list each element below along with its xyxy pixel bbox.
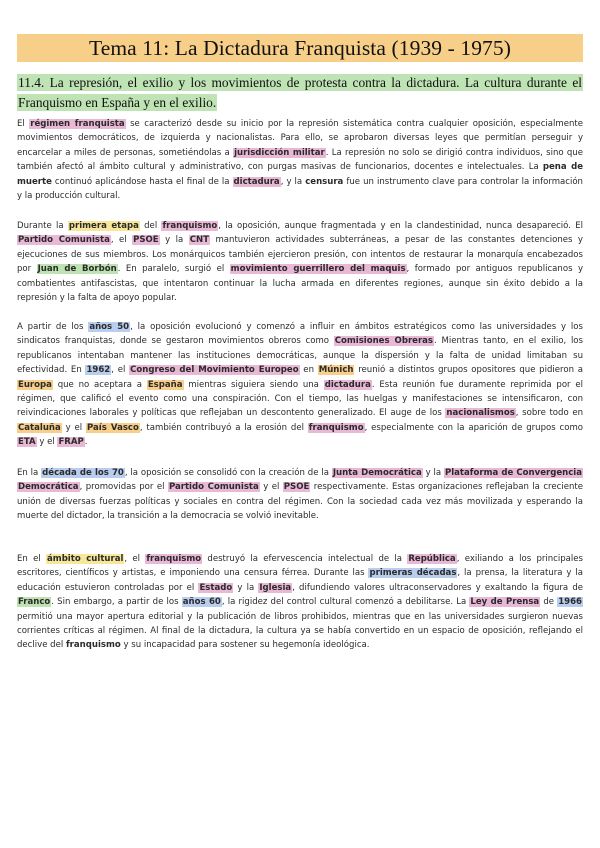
highlighted-term: FRAP bbox=[58, 437, 84, 448]
highlighted-term: Franco bbox=[18, 597, 51, 608]
bold-term: censura bbox=[305, 176, 344, 187]
highlighted-term: República bbox=[408, 554, 456, 564]
highlighted-term: franquismo bbox=[308, 422, 364, 433]
section-subtitle-text: 11.4. La represión, el exilio y los movimientos de protesta contra la dictadura. La cultura durante el Franquismo en España y en el exilio. bbox=[18, 75, 582, 110]
paragraph-anos-50 bbox=[17, 320, 583, 450]
highlighted-term: Iglesia bbox=[259, 582, 292, 593]
highlighted-term: Junta Democrática bbox=[332, 468, 422, 478]
paragraph-text: mantuvieron actividades subterráneas, a pesar de las constantes detenciones y ejecuciones de sus miembros. Los monárquicos también ejercieron presión, con intentos de restaurar la monarquía encabezados por bbox=[17, 235, 583, 275]
bold-term: franquismo bbox=[65, 640, 121, 651]
paragraph-text: El bbox=[17, 119, 30, 129]
paragraph-text: A partir de los bbox=[17, 322, 89, 332]
paragraph-text: del bbox=[139, 221, 162, 231]
highlighted-term: franquismo bbox=[146, 554, 202, 564]
highlighted-term: CNT bbox=[189, 235, 209, 246]
highlighted-term: Partido Comunista bbox=[18, 235, 110, 246]
paragraph-text: destruyó la efervescencia intelectual de la bbox=[202, 554, 408, 564]
paragraph-text: , la rigidez del control cultural comenzó a debilitarse. La bbox=[221, 597, 470, 608]
paragraph-text: . Sin embargo, a partir de los bbox=[51, 597, 182, 608]
paragraph-text: y la bbox=[422, 468, 444, 478]
highlighted-term: Europa bbox=[18, 379, 52, 390]
paragraph-text: y la bbox=[159, 235, 189, 246]
highlighted-term: 1962 bbox=[86, 365, 111, 376]
highlighted-term: Partido Comunista bbox=[168, 482, 259, 493]
highlighted-term: Ley de Prensa bbox=[470, 597, 540, 608]
paragraph-decada-70 bbox=[17, 466, 583, 524]
paragraph-text: continuó aplicándose hasta el final de la bbox=[51, 176, 233, 187]
paragraph-text: , formado por antiguos republicanos y combatientes antifascistas, que intentaron continuar la lucha armada en diferentes regiones, aunque sin éxito debido a la represión y la falta de apoyo popular. bbox=[17, 264, 584, 304]
paragraph-text: , la oposición evolucionó y comenzó a influir en ámbitos estratégicos como las universidades y los sindicatos franquistas, donde se gestaron movimientos obreros como bbox=[17, 322, 583, 347]
paragraph-text: , especialmente con la aparición de grupos como bbox=[364, 422, 584, 433]
paragraph-text: Durante la bbox=[17, 221, 68, 231]
paragraph-text: . bbox=[84, 437, 88, 448]
paragraph-text: y su incapacidad para sostener su hegemonía ideológica. bbox=[120, 640, 370, 651]
paragraph-text: respectivamente. Estas organizaciones reflejaban la creciente unión de diversas fuerzas políticas y sociales en contra del régimen. Con la sociedad cada vez más movilizada y esperando la muerte del dictador, la transición a la democracia se volvió inevitable. bbox=[17, 482, 583, 522]
paragraph-text: , y la bbox=[280, 176, 306, 187]
page-title: Tema 11: La Dictadura Franquista (1939 - 1975) bbox=[17, 34, 583, 62]
highlighted-term: Comisiones Obreras bbox=[334, 336, 434, 347]
paragraph-text: . Mientras tanto, en el exilio, los republicanos intentaban mantener las instituciones democráticas, aunque la dispersión y la falta de unidad limitaban su efectividad. En bbox=[17, 336, 583, 376]
paragraph-text: y la bbox=[233, 582, 259, 593]
paragraph-text: mientras siguiera siendo una bbox=[183, 379, 324, 390]
paragraph-text: , la oposición, aunque fragmentada y en la clandestinidad, nunca desapareció. El bbox=[218, 221, 583, 231]
paragraph-ambito-cultural bbox=[17, 552, 583, 653]
highlighted-term: nacionalismos bbox=[446, 408, 515, 419]
highlighted-term: jurisdicción militar bbox=[234, 147, 325, 158]
paragraph-text: fue un instrumento clave para controlar la información y la producción cultural. bbox=[17, 176, 583, 202]
highlighted-term: Plataforma de Convergencia Democrática bbox=[18, 468, 582, 493]
highlighted-term: años 50 bbox=[89, 322, 130, 332]
highlighted-term: Cataluña bbox=[18, 422, 61, 433]
highlighted-term: franquismo bbox=[162, 221, 218, 231]
paragraph-text: permitió una mayor apertura editorial y la publicación de libros prohibidos, mientras que en las universidades surgieron nuevas corrientes críticas al régimen. Al final de la dictadura, la cultura ya se había convertido en un espacio de oposición, reflejando el declive del bbox=[17, 611, 583, 651]
paragraph-text: , la prensa, la literatura y la educación estuvieron controladas por el bbox=[17, 568, 583, 593]
paragraph-text: se caracterizó desde su inicio por la represión sistemática contra cualquier oposición, especialmente movimientos democráticos, de izquierda y nacionalistas. Para ello, se aprobaron diversas leyes que permitían perseguir y encarcelar a miles de personas, sometiéndolas a bbox=[17, 119, 583, 158]
paragraph-text: en bbox=[299, 365, 318, 376]
paragraph-text: reunió a distintos grupos opositores que pidieron a bbox=[354, 365, 583, 376]
highlighted-term: Congreso del Movimiento Europeo bbox=[130, 365, 299, 376]
highlighted-term: PSOE bbox=[283, 482, 310, 493]
highlighted-term: 1966 bbox=[558, 597, 583, 608]
paragraph-text: , también contribuyó a la erosión del bbox=[139, 422, 308, 433]
highlighted-term: dictadura bbox=[324, 379, 371, 390]
paragraph-text: . Esta reunión fue duramente reprimida por el régimen, que calificó el evento como una conspiración. Con el tiempo, las huelgas y manifestaciones se intensificaron, con reivindicaciones laborales y políticas que reflejaban un descontento generalizado. El auge de los bbox=[17, 379, 583, 419]
paragraph-text: , difundiendo valores ultraconservadores y exaltando la figura de bbox=[292, 582, 583, 593]
highlighted-term: ETA bbox=[18, 437, 36, 448]
paragraph-text: y el bbox=[259, 482, 283, 493]
highlighted-term: Estado bbox=[199, 582, 233, 593]
highlighted-term: primera etapa bbox=[68, 221, 139, 231]
paragraph-text: , sobre todo en bbox=[515, 408, 583, 419]
paragraph-text: que no aceptara a bbox=[52, 379, 147, 390]
paragraph-text: En la bbox=[17, 468, 42, 478]
highlighted-term: primeras décadas bbox=[369, 568, 457, 579]
paragraph-represion bbox=[17, 117, 583, 203]
highlighted-term: País Vasco bbox=[87, 422, 139, 433]
paragraph-text: y el bbox=[61, 422, 86, 433]
highlighted-term: dictadura bbox=[233, 176, 280, 187]
highlighted-term: movimiento guerrillero del maquis bbox=[230, 264, 406, 275]
highlighted-term: década de los 70 bbox=[42, 468, 124, 478]
paragraph-text: , el bbox=[111, 365, 130, 376]
highlighted-term: régimen franquista bbox=[30, 119, 125, 129]
paragraph-text: , el bbox=[124, 554, 146, 564]
paragraph-text: y el bbox=[36, 437, 58, 448]
highlighted-term: España bbox=[147, 379, 183, 390]
highlighted-term: Múnich bbox=[318, 365, 354, 376]
highlighted-term: PSOE bbox=[133, 235, 159, 246]
paragraph-text: , el bbox=[110, 235, 133, 246]
highlighted-term: ámbito cultural bbox=[47, 554, 124, 564]
highlighted-term: años 60 bbox=[182, 597, 221, 608]
paragraph-text: , la oposición se consolidó con la creación de la bbox=[124, 468, 332, 478]
paragraph-text: . En paralelo, surgió el bbox=[117, 264, 230, 275]
paragraph-text: , promovidas por el bbox=[79, 482, 168, 493]
paragraph-oposicion-primera-etapa bbox=[17, 219, 583, 305]
bold-term: pena de muerte bbox=[17, 162, 583, 187]
paragraph-text: . La represión no solo se dirigió contra individuos, sino que también afectó al ámbito cultural y administrativo, con purgas masivas de funcionarios, docentes e intelectuales. La bbox=[17, 147, 583, 173]
paragraph-text: de bbox=[540, 597, 558, 608]
highlighted-term: Juan de Borbón bbox=[37, 264, 117, 275]
section-subtitle bbox=[17, 73, 583, 113]
paragraph-text: En el bbox=[17, 554, 47, 564]
paragraph-text: , exiliando a los principales escritores, científicos y artistas, e imponiendo una censura férrea. Durante las bbox=[17, 554, 583, 579]
